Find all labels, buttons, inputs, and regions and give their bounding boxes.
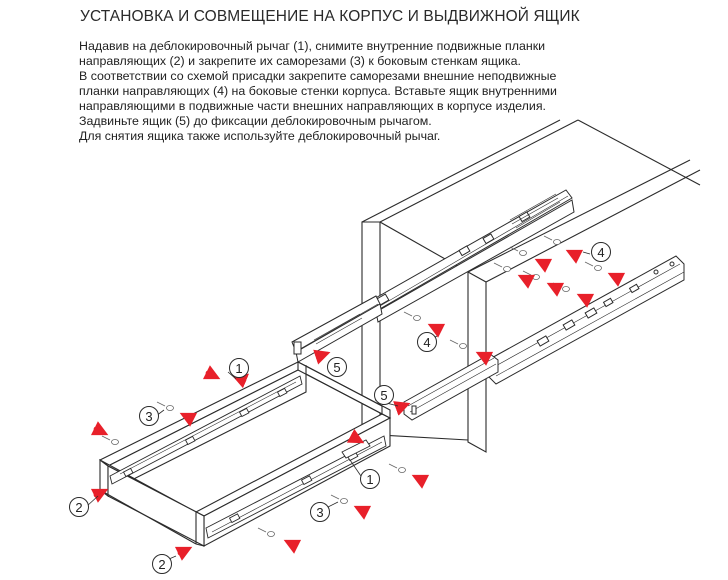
screw-icon [494,263,511,272]
arrow-icon [414,476,424,481]
callout-3-bottom [311,503,330,522]
instruction-line-5: направляющими в подвижные части внешних направляющих в корпусе изделия. [79,99,546,113]
callout-5-right [375,386,394,405]
arrow-icon [206,372,218,378]
arrow-icon [94,428,106,434]
screw-icon [102,436,119,445]
screw-icon [544,236,561,245]
screw-icon [331,495,348,504]
instruction-line-6: Задвиньте ящик (5) до фиксации деблокировочным рычагом. [79,114,432,128]
screw-icon [450,340,467,349]
callout-1-top [230,359,249,378]
callout-number: 5 [380,388,388,403]
callout-1-bottom [361,470,380,489]
arrow-icon [549,284,559,289]
callout-2-bottom [153,555,172,574]
arrow-icon [316,353,328,357]
arrow-icon [286,541,296,546]
page-title: УСТАНОВКА И СОВМЕЩЕНИЕ НА КОРПУС И ВЫДВИЖНОЙ ЯЩИК [80,8,580,25]
callout-number: 3 [316,505,324,520]
callout-4-left [418,333,437,352]
outer-rail-right [488,256,684,384]
callout-number: 3 [145,409,153,424]
arrow-icon [178,548,190,554]
callout-number: 2 [158,557,166,572]
instruction-line-4: планки направляющих (4) на боковые стенки корпуса. Вставьте ящик внутренними [79,84,557,98]
callout-5-top [328,358,347,377]
instruction-line-1: Надавив на деблокировочный рычаг (1), снимите внутренние подвижные планки [79,39,546,53]
screw-icon [389,464,406,473]
screw-icon [157,402,174,411]
callout-2-left [70,498,89,517]
instruction-line-7: Для снятия ящика также используйте деблокировочный рычаг. [79,129,441,143]
instruction-line-2: направляющих (2) и закрепите их саморезами (3) к боковым стенкам ящика. [79,54,521,68]
arrow-icon [520,276,530,281]
callout-number: 1 [366,472,374,487]
arrow-icon [568,251,578,256]
callout-number: 1 [235,361,243,376]
arrow-icon [537,260,547,265]
callout-number: 2 [75,500,83,515]
callout-number: 5 [333,360,341,375]
screw-icon [404,312,421,321]
screw-icon [585,262,602,271]
callout-3-left [140,407,159,426]
callout-number: 4 [423,335,431,350]
arrow-icon [579,295,589,300]
screw-icon [258,528,275,537]
arrow-icon [610,274,620,279]
drawer-rail-right [206,436,386,538]
arrow-icon [430,325,440,330]
arrow-icon [356,507,366,512]
drawer-rail-left [110,376,302,484]
callout-4-right [592,243,611,262]
screw-icon [510,247,527,256]
screws [102,236,605,537]
callout-number: 4 [597,245,605,260]
instruction-line-3: В соответствии со схемой присадки закрепите саморезами внешние неподвижные [79,69,557,83]
